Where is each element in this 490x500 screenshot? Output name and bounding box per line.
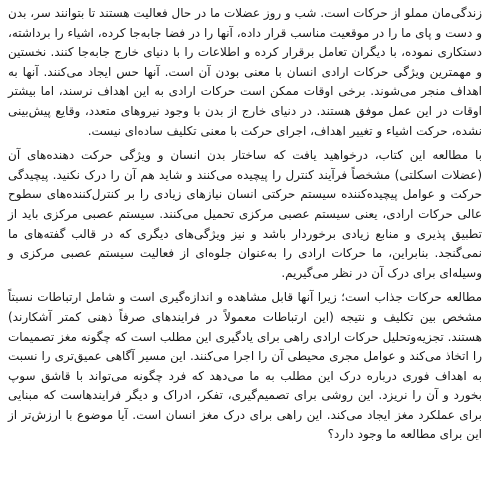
paragraph-movement-study: مطالعه حرکات جذاب است؛ زیرا آنها قابل مشاهده و اندازه‌گیری است و شامل ارتباطات نسبتاً مشخص بین تکلیف و نتیجه (این ارتباطات معمولاً در فرایندهای صرفاً ذهنی کمتر آشکارند) هستند. تجزیه‌وتحلیل حرکات ارادی راهی برای یادگیری این مطلب است که چگونه مغز تصمیمات را اتخاذ می‌کند و عوامل مجری محیطی آن را اجرا می‌کنند. این مسیر آگاهی عمیق‌تری را نسبت به اهداف فوری درباره درک این مطلب به ما می‌دهد که فرد چگونه می‌تواند با قاشق سوپ بخورد و آن را نریزد. این روشی برای تصمیم‌گیری، تفکر، ادراک و دیگر فرایندهاست که مبنایی برای عملکرد مغز ایجاد می‌کند. این راهی برای درک مغز انسان است. آیا موضوع با ارزش‌تر از این برای مطالعه ما وجود دارد؟ [8,290,482,442]
paragraph-book-study: با مطالعه این کتاب، درخواهید یافت که ساختار بدن انسان و ویژگی حرکت دهنده‌های آن (عضلات اسکلتی) مشخصاً فرآیند کنترل را پیچیده می‌کنند و شاید هم آن را درک نکنید. پیچیدگی حرکت و عوامل پیچیده‌کننده سیستم حرکتی انسان نیازهای زیادی را بر کنترل‌کننده‌های سطوح عالی حرکات ارادی، یعنی سیستم عصبی مرکزی تحمیل می‌کنند. سیستم عصبی مرکزی باید از تطبیق پذیری و منابع زیادی برخوردار باشد و نیز ویژگی‌های دیگری که در قالب گفته‌های ما نمی‌گنجد. بنابراین، ما حرکات ارادی را به‌عنوان جلوه‌ای از فعالیت سیستم عصبی مرکزی و وسیله‌ای برای درک آن در نظر می‌گیریم. [8,148,482,280]
paragraph-movement-life: زندگی‌مان مملو از حرکات است. شب و روز عضلات ما در حال فعالیت هستند تا بتوانند سر، بدن و دست و پای ما را در موقعیت مناسب قرار داده، آنها را در فضا جابه‌جا کرده، اشیاء را برداشته، دستکاری نموده، با دیگران تعامل برقرار کرده و اطلاعات را با دنیای خارج جابه‌جا کنند. نخستین و مهمترین ویژگی حرکات ارادی انسان با معنی بودن آن است. آنها حس ایجاد می‌کنند. آنها به اهداف منجر می‌شوند. برخی اوقات ممکن است حرکات ارادی به این اهداف نرسند، اما بیشتر اوقات در این عمل موفق هستند. در دنیای خارج از بدن با وجود نیروهای متعدد، وقایع پیش‌بینی نشده، حرکت اشیاء و تغییر اهداف، اجرای حرکت با معنی تکلیف ساده‌ای نیست. [8,6,482,138]
